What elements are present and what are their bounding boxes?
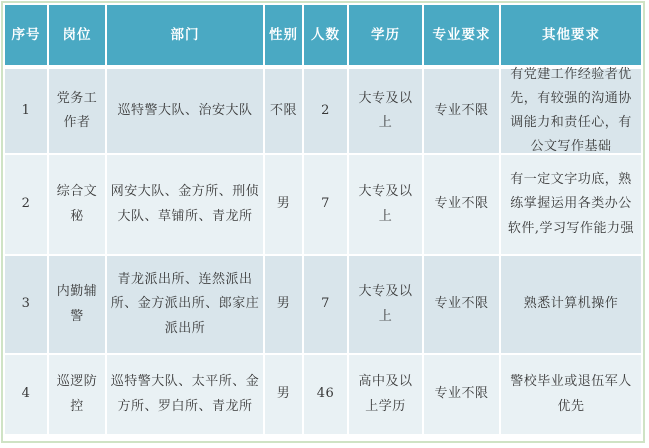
cell-no: 1: [5, 69, 47, 153]
cell-major: 专业不限: [424, 256, 499, 353]
cell-major: 专业不限: [424, 69, 499, 153]
cell-count: 46: [304, 355, 347, 434]
cell-other: 警校毕业或退伍军人优先: [501, 355, 641, 434]
cell-no: 4: [5, 355, 47, 434]
cell-education: 大专及以上: [349, 155, 422, 254]
cell-gender: 不限: [265, 69, 302, 153]
cell-count: 2: [304, 69, 347, 153]
cell-department: 网安大队、金方所、刑侦大队、草铺所、青龙所: [107, 155, 263, 254]
cell-position: 巡逻防控: [49, 355, 105, 434]
cell-gender: 男: [265, 355, 302, 434]
cell-education: 高中及以上学历: [349, 355, 422, 434]
cell-gender: 男: [265, 155, 302, 254]
cell-department: 巡特警大队、治安大队: [107, 69, 263, 153]
cell-position: 党务工作者: [49, 69, 105, 153]
cell-position: 综合文秘: [49, 155, 105, 254]
cell-no: 2: [5, 155, 47, 254]
table-header-row: [5, 5, 641, 65]
col-header-department: 部门: [107, 5, 263, 65]
cell-department: 青龙派出所、连然派出所、金方派出所、郎家庄派出所: [107, 256, 263, 353]
cell-count: 7: [304, 256, 347, 353]
cell-count: 7: [304, 155, 347, 254]
col-header-major: 专业要求: [424, 5, 499, 65]
cell-other: 有一定文字功底，熟练掌握运用各类办公软件,学习写作能力强: [501, 155, 641, 254]
cell-education: 大专及以上: [349, 69, 422, 153]
col-header-position: 岗位: [49, 5, 105, 65]
cell-no: 3: [5, 256, 47, 353]
recruitment-table: [1, 1, 645, 443]
cell-other: 有党建工作经验者优先，有较强的沟通协调能力和责任心，有公文写作基础: [501, 69, 641, 153]
table-row: [5, 66, 641, 155]
cell-department: 巡特警大队、太平所、金方所、罗白所、青龙所: [107, 355, 263, 434]
col-header-no: 序号: [5, 5, 47, 65]
table-row: [5, 355, 641, 434]
cell-major: 专业不限: [424, 355, 499, 434]
col-header-count: 人数: [304, 5, 347, 65]
col-header-education: 学历: [349, 5, 422, 65]
cell-other: 熟悉计算机操作: [501, 256, 641, 353]
col-header-gender: 性别: [265, 5, 302, 65]
cell-gender: 男: [265, 256, 302, 353]
cell-education: 大专及以上: [349, 256, 422, 353]
table-row: [5, 155, 641, 254]
cell-position: 内勤辅警: [49, 256, 105, 353]
cell-major: 专业不限: [424, 155, 499, 254]
table-row: [5, 256, 641, 353]
col-header-other: 其他要求: [501, 5, 641, 65]
